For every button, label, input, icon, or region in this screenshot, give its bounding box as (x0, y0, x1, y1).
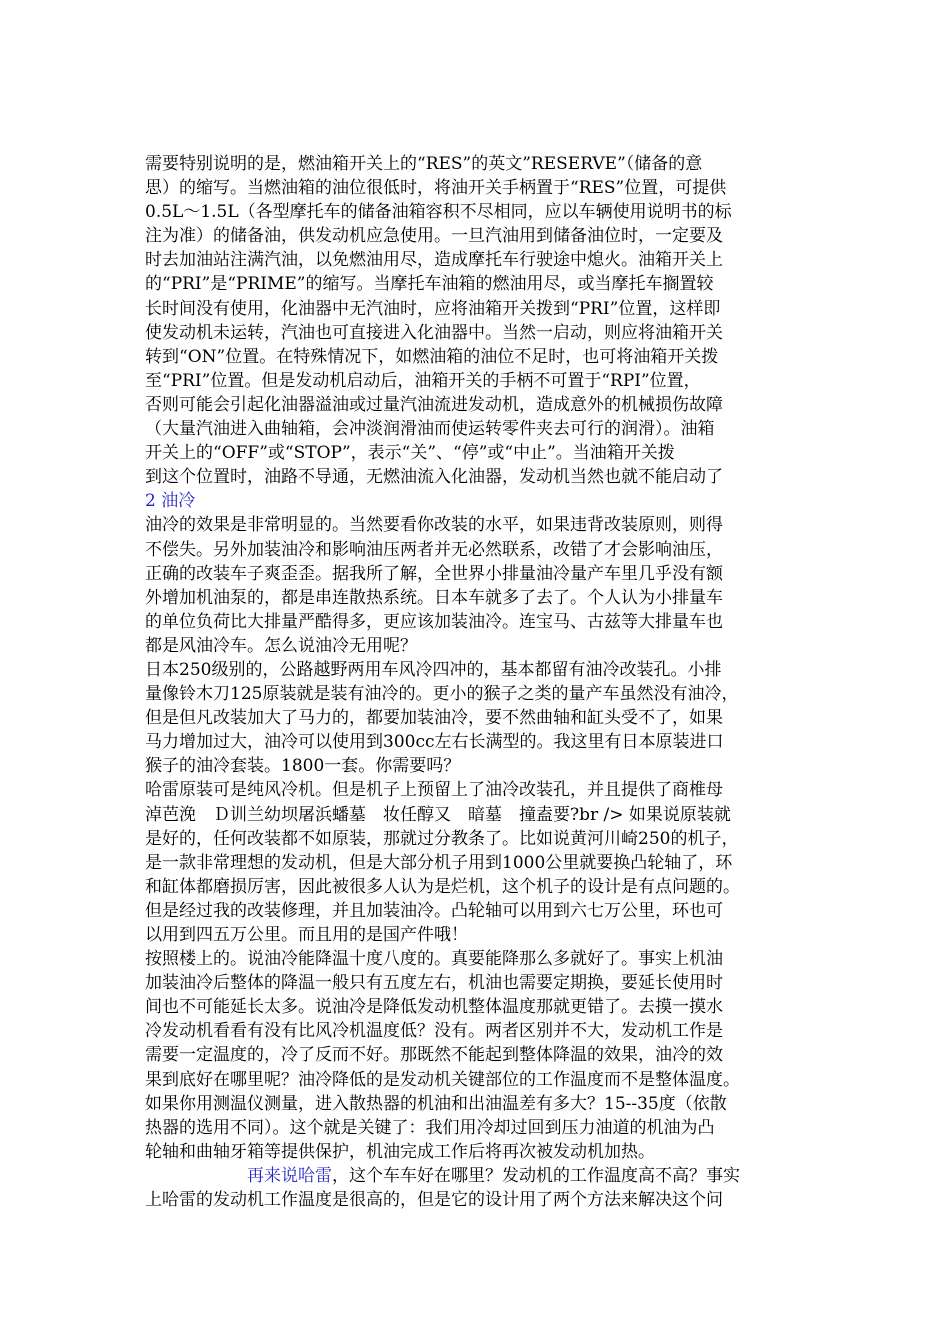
text-line: 需要一定温度的，冷了反而不好。那既然不能起到整体降温的效果，油冷的效 (145, 1045, 723, 1066)
text-line: 是一款非常理想的发动机，但是大部分机子用到1000公里就要换凸轮轴了，环 (145, 852, 733, 873)
text-line: 的“PRI”是“PRIME”的缩写。当摩托车油箱的燃油用尽，或当摩托车搁置较 (145, 274, 714, 295)
text-line: 外增加机油泵的，都是串连散热系统。日本车就多了去了。个人认为小排量车 (145, 587, 723, 608)
text-line: 上哈雷的发动机工作温度是很高的，但是它的设计用了两个方法来解决这个问 (145, 1190, 723, 1211)
text-line: 至“PRI”位置。但是发动机启动后，油箱开关的手柄不可置于“RPI”位置， (145, 370, 701, 391)
document-body (145, 152, 815, 1212)
section-heading: 2 油冷 (145, 491, 196, 512)
text-line: 的单位负荷比大排量严酷得多，更应该加装油冷。连宝马、古兹等大排量车也 (145, 611, 723, 632)
text-line: 日本250级别的，公路越野两用车风冷四冲的，基本都留有油冷改装孔。小排 (145, 659, 722, 680)
text-line: 0.5L～1.5L（各型摩托车的储备油箱容积不尽相同，应以车辆使用说明书的标 (145, 202, 732, 223)
highlighted-lead: 再来说哈雷 (247, 1165, 332, 1186)
text-line: 长时间没有使用，化油器中无汽油时，应将油箱开关拨到“PRI”位置，这样即 (145, 298, 721, 319)
text-line: 否则可能会引起化油器溢油或过量汽油流进发动机，造成意外的机械损伤故障 (145, 394, 723, 415)
text-line: 马力增加过大，油冷可以使用到300cc左右长满型的。我这里有日本原装进口 (145, 732, 724, 753)
text-line: 油冷的效果是非常明显的。当然要看你改装的水平，如果违背改装原则，则得 (145, 515, 723, 536)
text-line: 如果你用测温仪测量，进入散热器的机油和出油温差有多大？15--35度（依散 (145, 1093, 727, 1114)
text-line: 到这个位置时，油路不导通，无燃油流入化油器，发动机当然也就不能启动了 (145, 467, 723, 488)
text-line: 使发动机未运转，汽油也可直接进入化油器中。当然一启动，则应将油箱开关 (145, 322, 723, 343)
text-line: 注为准）的储备油，供发动机应急使用。一旦汽油用到储备油位时，一定要及 (145, 226, 723, 247)
text-line-rest: ，这个车车好在哪里？发动机的工作温度高不高？事实 (332, 1165, 740, 1186)
text-line (145, 1164, 815, 1188)
text-line: 思）的缩写。当燃油箱的油位很低时，将油开关手柄置于“RES”位置，可提供 (145, 178, 727, 199)
text-line: 但是经过我的改装修理，并且加装油冷。凸轮轴可以用到六七万公里，环也可 (145, 900, 723, 921)
text-line: 冷发动机看看有没有比风冷机温度低？没有。两者区别并不大，发动机工作是 (145, 1021, 723, 1042)
text-line: 量像铃木刀125原装就是装有油冷的。更小的猴子之类的量产车虽然没有油冷， (145, 684, 739, 705)
text-line: 间也不可能延长太多。说油冷是降低发动机整体温度那就更错了。去摸一摸水 (145, 997, 723, 1018)
text-line: 果到底好在哪里呢？油冷降低的是发动机关键部位的工作温度而不是整体温度。 (145, 1069, 740, 1090)
text-line: （大量汽油进入曲轴箱，会冲淡润滑油而使运转零件夹去可行的润滑）。油箱 (145, 419, 715, 440)
text-line: 猴子的油冷套装。1800一套。你需要吗？ (145, 756, 461, 777)
text-line: 开关上的“OFF”或“STOP”，表示“关”、“停”或“中止”。当油箱开关拨 (145, 443, 675, 464)
text-line: 但是但凡改装加大了马力的，都要加装油冷，要不然曲轴和缸头受不了，如果 (145, 708, 723, 729)
text-line: 轮轴和曲轴牙箱等提供保护，机油完成工作后将再次被发动机加热。 (145, 1141, 655, 1162)
text-line: 不偿失。另外加装油冷和影响油压两者并无必然联系，改错了才会影响油压， (145, 539, 723, 560)
text-line: 时去加油站注满汽油，以免燃油用尽，造成摩托车行驶途中熄火。油箱开关上 (145, 250, 723, 271)
text-line: 加装油冷后整体的降温一般只有五度左右，机油也需要定期换，要延长使用时 (145, 973, 723, 994)
text-line: 以用到四五万公里。而且用的是国产件哦！ (145, 925, 468, 945)
text-line: 是好的，任何改装都不如原装，那就过分教条了。比如说黄河川崎250的机子， (145, 828, 739, 849)
text-line: 转到“ON”位置。在特殊情况下，如燃油箱的油位不足时，也可将油箱开关拨 (145, 346, 719, 367)
text-line: 热器的选用不同）。这个就是关键了：我们用冷却过回到压力油道的机油为凸 (145, 1117, 715, 1138)
text-line: 淖芭浼 Ｄ训兰幼坝屠浜蟠墓 妆任醇又 暗墓 撞盍要?br /> 如果说原装就 (145, 804, 731, 825)
text-line: 按照楼上的。说油冷能降温十度八度的。真要能降那么多就好了。事实上机油 (145, 949, 723, 970)
text-line: 都是风油冷车。怎么说油冷无用呢？ (145, 635, 417, 656)
text-line: 正确的改装车子爽歪歪。据我所了解，全世界小排量油冷量产车里几乎没有额 (145, 563, 723, 584)
text-line: 和缸体都磨损厉害，因此被很多人认为是烂机，这个机子的设计是有点问题的。 (145, 876, 740, 897)
text-line: 哈雷原装可是纯风冷机。但是机子上预留上了油冷改装孔，并且提供了商椎母 (145, 780, 723, 801)
text-line: 需要特别说明的是，燃油箱开关上的“RES”的英文”RESERVE”（储备的意 (145, 154, 703, 174)
